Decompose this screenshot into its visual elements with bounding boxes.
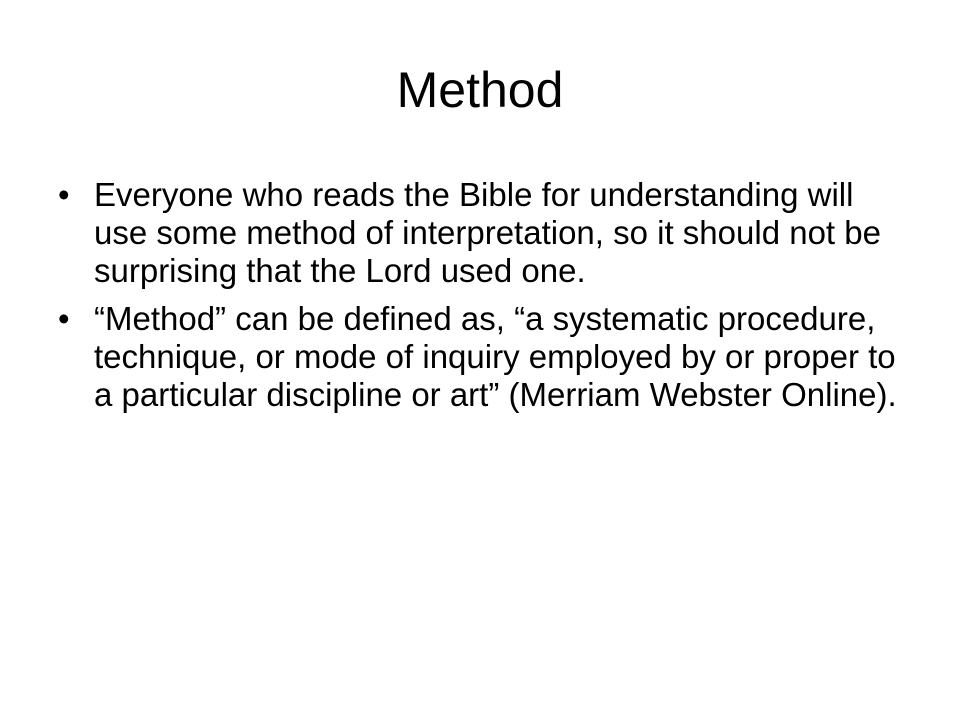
- bullet-text: Everyone who reads the Bible for understanding will use some method of interpretation, so it should not be surprising that the Lord used one.: [94, 176, 881, 289]
- bullet-item: [58, 176, 908, 290]
- slide-title: Method: [396, 62, 564, 118]
- bullet-list: [58, 176, 908, 424]
- bullet-item: [58, 300, 908, 414]
- bullet-text: “Method” can be defined as, “a systematic procedure, technique, or mode of inquiry employed by or proper to a particular discipline or art” (Merriam Webster Online).: [94, 300, 897, 413]
- bullet-marker: •: [58, 176, 70, 213]
- bullet-marker: •: [58, 300, 70, 337]
